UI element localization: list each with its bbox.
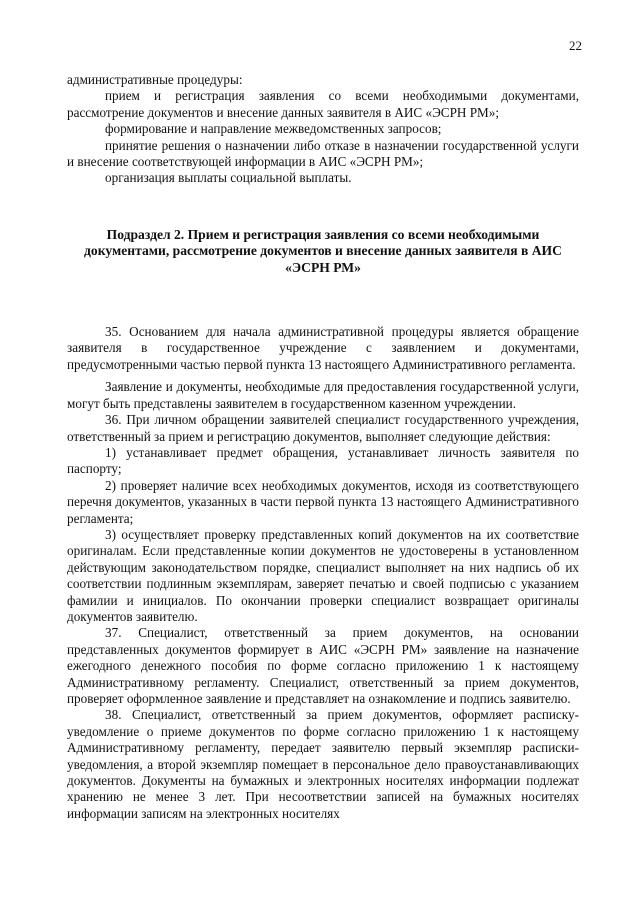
intro-item: формирование и направление межведомственных запросов; [105,121,442,137]
paragraph-37: 37. Специалист, ответственный за прием документов, на основании представленных документов формирует в АИС «ЭСРН РМ» заявление на назначение ежегодного денежного пособия по форме согласно приложению 1 к настоящему Административному регламенту. Специалист, ответственный за прием документов, проверяет оформленное заявление и представляет на ознакомление и подпись заявителю. [67,625,579,706]
paragraph-36: 36. При личном обращении заявителей специалист государственного учреждения, ответственный за прием и регистрацию документов, выполняет следующие действия: [67,412,579,444]
intro-lead: административные процедуры: [67,72,243,87]
heading-line: Подраздел 2. Прием и регистрация заявления со всеми необходимыми [106,226,540,242]
body-section [67,324,579,822]
intro-item: принятие решения о назначении либо отказе в назначении государственной услуги и внесение соответствующей информации в АИС «ЭСРН РМ»; [67,137,579,170]
paragraph-35-note: Заявление и документы, необходимые для предоставления государственной услуги, могут быть представлены заявителем в государственном казенном учреждении. [67,379,579,411]
heading-line: «ЭСРН РМ» [285,259,361,275]
heading-line: документами, рассмотрение документов и внесение данных заявителя в АИС [84,243,562,259]
list-item-2: 2) проверяет наличие всех необходимых документов, исходя из соответствующего перечня документов, указанных в части первой пункта 13 настоящего Административного регламента; [67,477,579,526]
paragraph-35: 35. Основанием для начала административной процедуры является обращение заявителя в государственное учреждение с заявлением и документами, предусмотренными частью первой пункта 13 настоящего Административного регламента. [67,324,579,372]
list-item-3: 3) осуществляет проверку представленных копий документов на их соответствие оригиналам. Если представленные копии документов не удостоверены в установленном действующим законодательством порядке, специалист выполняет на них надпись об их соответствии подлинным экземплярам, заверяет печатью и своей подписью с указанием фамилии и инициалов. По окончании проверки специалист возвращает оригиналы документов заявителю. [67,526,579,624]
subsection-heading [67,227,579,276]
paragraph-38: 38. Специалист, ответственный за прием документов, оформляет расписку-уведомление о приеме документов по форме согласно приложению 1 к настоящему Административному регламенту, передает заявителю первый экземпляр расписки-уведомления, а второй экземпляр помещает в персональное дело правоустанавливающих документов. Документы на бумажных и электронных носителях информации подлежат хранению не менее 3 лет. При несоответствии записей на бумажных носителях информации записям на электронных носителях [67,707,579,821]
page-number: 22 [569,38,582,53]
intro-item: прием и регистрация заявления со всеми необходимыми документами, рассмотрение документов и внесение данных заявителя в АИС «ЭСРН РМ»; [67,88,579,120]
page-content [67,72,579,822]
intro-item: организация выплаты социальной выплаты. [105,170,352,186]
list-item-1: 1) устанавливает предмет обращения, устанавливает личность заявителя по паспорту; [67,444,579,477]
